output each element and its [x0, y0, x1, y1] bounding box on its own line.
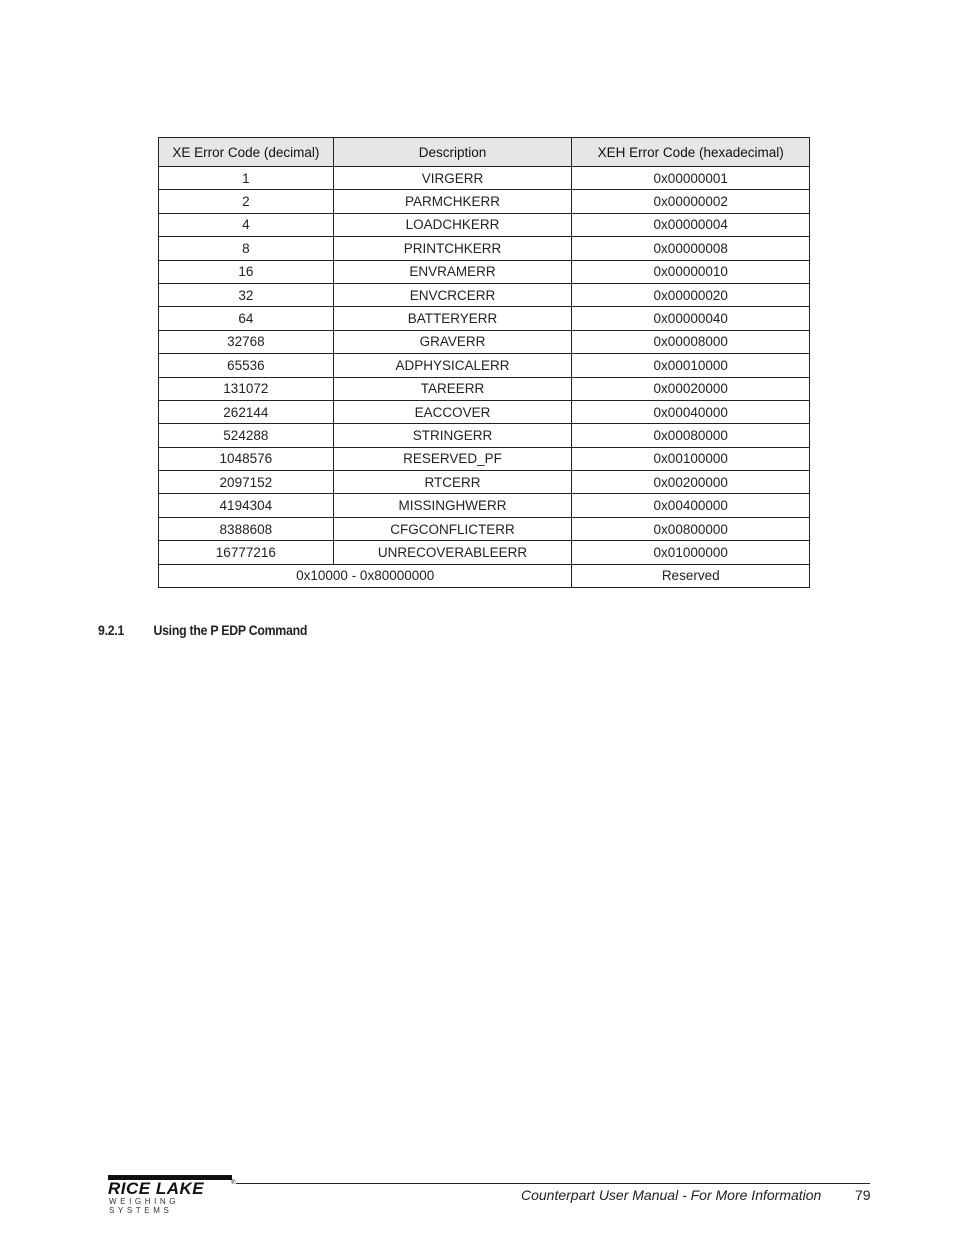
column-header-hexadecimal: XEH Error Code (hexadecimal) [572, 138, 810, 167]
cell-description: UNRECOVERABLEERR [333, 541, 572, 564]
table-body [159, 167, 810, 588]
cell-hex-code: 0x00000010 [572, 260, 810, 283]
cell-hex-code: 0x00000004 [572, 213, 810, 236]
cell-description: PRINTCHKERR [333, 237, 572, 260]
cell-description: MISSINGHWERR [333, 494, 572, 517]
cell-hex-code: 0x01000000 [572, 541, 810, 564]
cell-decimal-code: 1 [159, 167, 334, 190]
table-row [159, 167, 810, 190]
section-title: Using the P EDP Command [153, 622, 308, 638]
cell-description: STRINGERR [333, 424, 572, 447]
cell-description: BATTERYERR [333, 307, 572, 330]
cell-description: RTCERR [333, 471, 572, 494]
logo-wordmark: RICE LAKE [108, 1179, 205, 1198]
table-row [159, 400, 810, 423]
cell-decimal-code: 16 [159, 260, 334, 283]
cell-decimal-code: 65536 [159, 354, 334, 377]
cell-decimal-code: 262144 [159, 400, 334, 423]
table-row [159, 494, 810, 517]
page-number: 79 [855, 1187, 871, 1203]
cell-description: TAREERR [333, 377, 572, 400]
cell-decimal-code: 16777216 [159, 541, 334, 564]
cell-decimal-code: 1048576 [159, 447, 334, 470]
cell-decimal-code: 2 [159, 190, 334, 213]
cell-decimal-code: 524288 [159, 424, 334, 447]
cell-description: PARMCHKERR [333, 190, 572, 213]
table-row [159, 330, 810, 353]
table-row [159, 447, 810, 470]
table-row [159, 260, 810, 283]
cell-description: ENVRAMERR [333, 260, 572, 283]
cell-description: GRAVERR [333, 330, 572, 353]
rice-lake-logo [108, 1175, 236, 1215]
cell-decimal-code: 4194304 [159, 494, 334, 517]
cell-hex-code: 0x00000001 [572, 167, 810, 190]
logo-subtitle: WEIGHING SYSTEMS [109, 1197, 180, 1215]
cell-hex-code: 0x00100000 [572, 447, 810, 470]
cell-description: EACCOVER [333, 400, 572, 423]
cell-decimal-code: 64 [159, 307, 334, 330]
cell-decimal-code: 8 [159, 237, 334, 260]
cell-hex-code: 0x00000008 [572, 237, 810, 260]
cell-reserved-label: Reserved [572, 564, 810, 587]
column-header-description: Description [333, 138, 572, 167]
table-row [159, 213, 810, 236]
cell-hex-code: 0x00800000 [572, 517, 810, 540]
cell-description: ENVCRCERR [333, 283, 572, 306]
cell-hex-code: 0x00200000 [572, 471, 810, 494]
section-number: 9.2.1 [98, 622, 125, 638]
cell-description: ADPHYSICALERR [333, 354, 572, 377]
cell-hex-code: 0x00000002 [572, 190, 810, 213]
table-row [159, 377, 810, 400]
footer-title: Counterpart User Manual - For More Information [521, 1187, 822, 1203]
cell-reserved-range: 0x10000 - 0x80000000 [159, 564, 572, 587]
cell-decimal-code: 131072 [159, 377, 334, 400]
cell-decimal-code: 32 [159, 283, 334, 306]
column-header-decimal: XE Error Code (decimal) [159, 138, 334, 167]
footer-rule [236, 1183, 870, 1184]
table-row-reserved [159, 564, 810, 587]
error-code-table [158, 137, 810, 588]
cell-hex-code: 0x00000040 [572, 307, 810, 330]
section-heading [98, 622, 307, 638]
table-row [159, 190, 810, 213]
logo-registered-mark: ® [231, 1180, 236, 1186]
table-row [159, 517, 810, 540]
table-row [159, 307, 810, 330]
table-row [159, 471, 810, 494]
cell-description: CFGCONFLICTERR [333, 517, 572, 540]
cell-hex-code: 0x00080000 [572, 424, 810, 447]
cell-description: LOADCHKERR [333, 213, 572, 236]
cell-hex-code: 0x00400000 [572, 494, 810, 517]
cell-decimal-code: 8388608 [159, 517, 334, 540]
cell-hex-code: 0x00000020 [572, 283, 810, 306]
cell-description: RESERVED_PF [333, 447, 572, 470]
cell-decimal-code: 2097152 [159, 471, 334, 494]
cell-hex-code: 0x00010000 [572, 354, 810, 377]
table-row [159, 424, 810, 447]
table-row [159, 237, 810, 260]
cell-description: VIRGERR [333, 167, 572, 190]
table-row [159, 283, 810, 306]
cell-hex-code: 0x00040000 [572, 400, 810, 423]
table-row [159, 354, 810, 377]
cell-hex-code: 0x00020000 [572, 377, 810, 400]
cell-decimal-code: 32768 [159, 330, 334, 353]
table-row [159, 541, 810, 564]
cell-decimal-code: 4 [159, 213, 334, 236]
table-header-row [159, 138, 810, 167]
cell-hex-code: 0x00008000 [572, 330, 810, 353]
